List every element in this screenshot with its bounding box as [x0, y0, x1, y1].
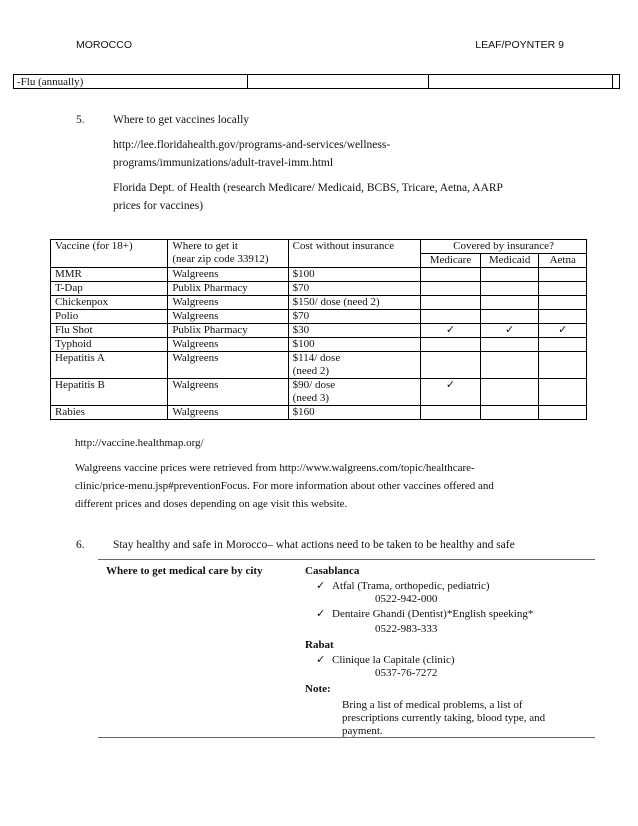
section5-note-line1: Florida Dept. of Health (research Medicare/ Medicaid, BCBS, Tricare, Aetna, AARP	[113, 182, 503, 194]
medicare-coverage	[421, 268, 481, 282]
atfal-text: Atfal (Trama, orthopedic, pediatric)	[332, 580, 490, 592]
vaccine-cost	[288, 338, 420, 352]
dentaire-item	[305, 608, 582, 621]
medicare-coverage	[421, 310, 481, 324]
section5-url-line1: http://lee.floridahealth.gov/programs-and-services/wellness-	[113, 139, 391, 151]
check-icon: ✓	[445, 379, 456, 391]
medicare-coverage	[421, 296, 481, 310]
check-icon: ✓	[505, 324, 515, 336]
medicaid-coverage	[480, 338, 539, 352]
vaccine-where: Walgreens	[168, 379, 288, 406]
aetna-coverage	[539, 310, 587, 324]
aetna-coverage	[539, 282, 587, 296]
vaccine-row	[51, 352, 587, 379]
medicaid-coverage	[480, 282, 539, 296]
aetna-coverage	[539, 406, 587, 420]
aetna-coverage	[539, 338, 587, 352]
vaccine-row	[51, 310, 587, 324]
vaccine-name: MMR	[51, 268, 168, 282]
medical-care-table	[98, 559, 595, 738]
care-by-city-label: Where to get medical care by city	[106, 565, 263, 577]
flu-row-cell-3	[429, 75, 613, 89]
vaccine-row	[51, 324, 587, 338]
section6-title: Stay healthy and safe in Morocco– what actions need to be taken to be healthy and safe	[113, 539, 515, 551]
header-where-line1: Where to get it	[172, 240, 238, 252]
vaccine-cost-line1: $100	[292, 338, 315, 350]
aetna-coverage	[539, 379, 587, 406]
vaccine-name: Hepatitis A	[51, 352, 168, 379]
medicare-coverage	[421, 324, 481, 338]
vaccine-name: Typhoid	[51, 338, 168, 352]
atfal-item	[305, 580, 582, 593]
medicaid-coverage	[480, 310, 539, 324]
header-aetna: Aetna	[539, 254, 587, 268]
check-icon: ✓	[316, 608, 326, 620]
dentaire-text: Dentaire Ghandi (Dentist)*English speeking*	[332, 608, 534, 620]
healthmap-link[interactable]: http://vaccine.healthmap.org/	[75, 437, 204, 449]
header-right: LEAF/POYNTER 9	[475, 39, 564, 51]
medicaid-coverage	[480, 406, 539, 420]
check-icon: ✓	[316, 654, 326, 666]
vaccine-cost	[288, 296, 420, 310]
header-medicaid: Medicaid	[480, 254, 539, 268]
vaccine-cost-line1: $70	[292, 282, 310, 294]
medicaid-coverage	[480, 296, 539, 310]
medicare-coverage	[421, 406, 481, 420]
vaccine-cost-line1: $150/ dose (need 2)	[292, 296, 380, 308]
aetna-coverage	[539, 296, 587, 310]
clinique-phone: 0537-76-7272	[375, 667, 438, 679]
vaccine-name: Rabies	[51, 406, 168, 420]
header-cost: Cost without insurance	[288, 240, 420, 268]
clinique-item	[305, 654, 582, 667]
vaccine-where: Walgreens	[168, 406, 288, 420]
section5-url[interactable]	[113, 136, 538, 172]
vaccine-cost	[288, 310, 420, 324]
vaccine-cost-line2: (need 3)	[292, 392, 329, 404]
vaccine-row	[51, 282, 587, 296]
city-casablanca: Casablanca	[305, 565, 360, 577]
header-medicare: Medicare	[421, 254, 481, 268]
vaccine-cost	[288, 268, 420, 282]
aetna-coverage	[539, 324, 587, 338]
medicaid-coverage	[480, 268, 539, 282]
vaccine-name: T-Dap	[51, 282, 168, 296]
flu-row-label: -Flu (annually)	[14, 75, 248, 89]
vaccine-cost	[288, 282, 420, 296]
medicare-coverage	[421, 379, 481, 406]
vaccine-row	[51, 338, 587, 352]
section5-number: 5.	[76, 114, 85, 126]
vaccine-row	[51, 379, 587, 406]
vaccine-row	[51, 406, 587, 420]
atfal-phone: 0522-942-000	[375, 593, 438, 605]
header-vaccine: Vaccine (for 18+)	[51, 240, 168, 268]
vaccine-where: Walgreens	[168, 338, 288, 352]
vaccine-row	[51, 296, 587, 310]
check-icon: ✓	[558, 324, 568, 336]
vaccine-table-body	[51, 268, 587, 420]
section5-title: Where to get vaccines locally	[113, 114, 250, 126]
vaccine-where: Walgreens	[168, 268, 288, 282]
vaccine-where: Walgreens	[168, 310, 288, 324]
check-icon: ✓	[445, 324, 456, 336]
vaccine-where: Walgreens	[168, 352, 288, 379]
section5-note-line2: prices for vaccines)	[113, 200, 204, 212]
vaccine-name: Polio	[51, 310, 168, 324]
header-where-line2: (near zip code 33912)	[172, 253, 269, 265]
vaccine-cost-line1: $90/ dose	[292, 379, 336, 391]
vaccine-table-header-row	[51, 240, 587, 254]
vaccine-where: Publix Pharmacy	[168, 282, 288, 296]
vaccine-table	[50, 239, 587, 420]
flu-table-fragment	[13, 74, 620, 89]
section6-number: 6.	[76, 539, 85, 551]
aetna-coverage	[539, 352, 587, 379]
walgreens-para-line3: different prices and doses depending on age visit this website.	[75, 498, 348, 510]
vaccine-name: Hepatitis B	[51, 379, 168, 406]
section5-note	[113, 179, 538, 215]
medicare-coverage	[421, 282, 481, 296]
check-icon: ✓	[316, 580, 326, 592]
medicaid-coverage	[480, 352, 539, 379]
medicaid-coverage	[480, 379, 539, 406]
medicare-coverage	[421, 352, 481, 379]
vaccine-cost-line1: $160	[292, 406, 315, 418]
medicaid-coverage	[480, 324, 539, 338]
section5-url-line2: programs/immunizations/adult-travel-imm.html	[113, 157, 334, 169]
vaccine-cost-line1: $70	[292, 310, 310, 322]
walgreens-para-line1: Walgreens vaccine prices were retrieved from http://www.walgreens.com/topic/healthcare-	[75, 462, 475, 474]
dentaire-phone: 0522-983-333	[375, 623, 438, 635]
vaccine-cost	[288, 324, 420, 338]
vaccine-cost-line2: (need 2)	[292, 365, 329, 377]
vaccine-where: Walgreens	[168, 296, 288, 310]
header-where	[168, 240, 288, 268]
vaccine-cost	[288, 406, 420, 420]
aetna-coverage	[539, 268, 587, 282]
medicare-coverage	[421, 338, 481, 352]
vaccine-cost-line1: $114/ dose	[292, 352, 341, 364]
header-left: MOROCCO	[76, 39, 132, 51]
vaccine-name: Flu Shot	[51, 324, 168, 338]
flu-row-cell-4	[613, 75, 620, 89]
vaccine-name: Chickenpox	[51, 296, 168, 310]
vaccine-cost-line1: $100	[292, 268, 315, 280]
clinique-text: Clinique la Capitale (clinic)	[332, 654, 455, 666]
vaccine-row	[51, 268, 587, 282]
city-rabat: Rabat	[305, 639, 334, 651]
flu-row-cell-2	[247, 75, 429, 89]
vaccine-cost-line1: $30	[292, 324, 310, 336]
header-covered: Covered by insurance?	[421, 240, 587, 254]
care-details	[305, 565, 582, 738]
note-label: Note:	[305, 683, 331, 695]
vaccine-where: Publix Pharmacy	[168, 324, 288, 338]
walgreens-paragraph	[75, 459, 545, 513]
walgreens-para-line2: clinic/price-menu.jsp#preventionFocus. For more information about other vaccines offered and	[75, 480, 494, 492]
vaccine-cost	[288, 379, 420, 406]
vaccine-cost	[288, 352, 420, 379]
note-text: Bring a list of medical problems, a list of prescriptions currently taking, blood type, and payment.	[342, 699, 546, 737]
